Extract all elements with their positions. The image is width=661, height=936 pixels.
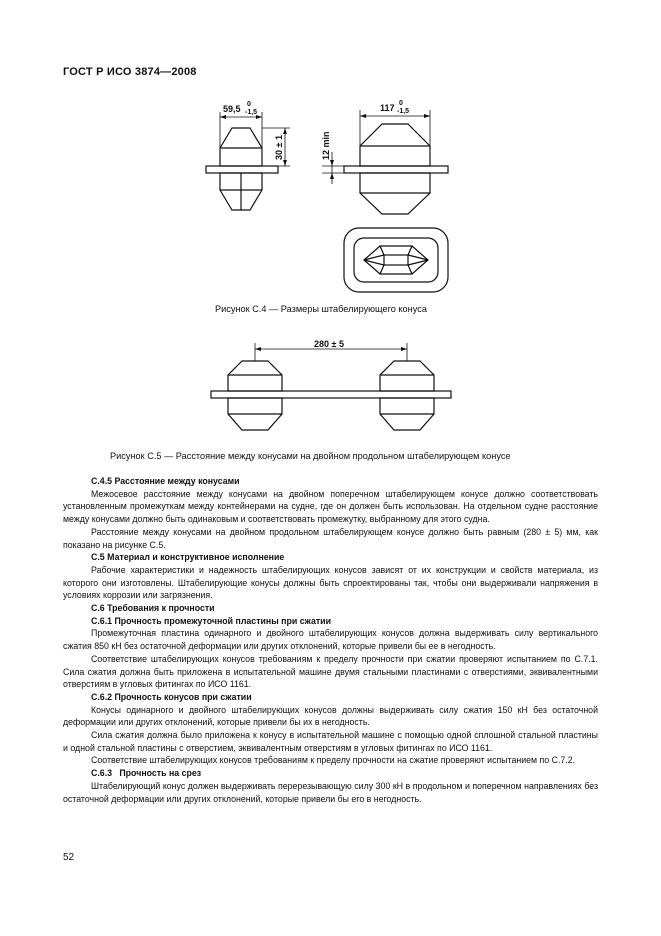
dim-width-left: 59,5 xyxy=(223,104,241,114)
paragraph: Рабочие характеристики и надежность штабелирующих конусов зависят от их конструкции и свойств материала, из которого они изготовлены. Штабелирующие конусы должны быть спроектированы так, чтобы они выдерживали напряжения в условиях коррозии или загрязнения. xyxy=(63,564,598,601)
tol-right-lower: -1,5 xyxy=(397,108,410,115)
page-number: 52 xyxy=(63,852,75,863)
body-text xyxy=(63,475,598,805)
paragraph: Межосевое расстояние между конусами на двойном поперечном штабелирующем конусе должно соответствовать установленным промежуткам между контейнерами на судне, где он должен быть использован. На отдельном судне расстояние между конусами должно быть одинаковым и соответствовать промежутку, выбранному для этого судна. xyxy=(63,488,598,525)
figure-c4-cone-dimensions xyxy=(0,0,661,300)
paragraph: Штабелирующий конус должен выдерживать перерезывающую силу 300 кН в продольном и поперечном направлениях без остаточной деформации или других отклонений, которые привели бы его в негодность. xyxy=(63,780,598,804)
section-heading: С.4.5 Расстояние между конусами xyxy=(91,476,240,486)
section-heading: С.6 Требования к прочности xyxy=(91,603,215,614)
tol-left-upper: 0 xyxy=(247,101,251,108)
cone-plan-slot xyxy=(384,255,408,265)
paragraph: Соответствие штабелирующих конусов требованиям к пределу прочности на сжатие проверяют испытанием по С.7.2. xyxy=(91,755,576,766)
section-heading: С.6.1 Прочность промежуточной пластины при сжатии xyxy=(91,615,331,626)
dim-distance: 280 ± 5 xyxy=(314,339,344,349)
paragraph: Конусы одинарного и двойного штабелирующих конусов должны выдерживать силу сжатия 150 кН без остаточной деформации или других отклонений, которые привели бы их в негодность. xyxy=(63,704,598,728)
dim-height-left: 30 ± 1 xyxy=(274,135,284,160)
document-header: ГОСТ Р ИСО 3874—2008 xyxy=(63,66,197,78)
figure-c4-caption: Рисунок С.4 — Размеры штабелирующего конуса xyxy=(215,304,427,314)
section-heading: С.6.3 Прочность на срез xyxy=(91,768,202,779)
paragraph: Промежуточная пластина одинарного и двойного штабелирующих конусов должна выдерживать силу вертикального сжатия 850 кН без остаточной деформации или других отклонений, которые привели бы ее в негодность. xyxy=(63,628,598,652)
double-cone-plate xyxy=(211,391,451,398)
paragraph: Расстояние между конусами на двойном продольном штабелирующем конусе должно быть равным (280 ± 5) мм, как показано на рисунке С.5. xyxy=(63,526,598,550)
paragraph: Соответствие штабелирующих конусов требованиям к пределу прочности при сжатии проверяют испытанием по С.7.1. Сила сжатия должна быть приложена в испытательной машине двумя стальными пластинами с отверстиями, эквивалентными отверстиям в угловых фитингах по ИСО 1161. xyxy=(63,653,598,690)
left-cone-upper xyxy=(220,128,262,166)
right-cone-upper xyxy=(360,124,430,166)
section-heading: С.5 Материал и конструктивное исполнение xyxy=(91,552,285,563)
right-cone-plate xyxy=(344,166,448,173)
paragraph: Сила сжатия должна было приложена к конусу в испытательной машине с помощью одной сплошной стальной пластины и одной стальной пластины с отверстием, эквивалентным отверстиям в угловых фитингах по ИСО 1161. xyxy=(63,730,598,753)
tol-right-upper: 0 xyxy=(399,100,403,107)
figure-c5-caption: Рисунок С.5 — Расстояние между конусами на двойном продольном штабелирующем конусе xyxy=(110,451,511,461)
section-heading: С.6.2 Прочность конусов при сжатии xyxy=(91,691,252,702)
left-cone-plate xyxy=(206,166,278,173)
tol-left-lower: -1,5 xyxy=(245,109,258,116)
dim-min-right: 12 min xyxy=(321,131,331,160)
dim-width-right: 117 xyxy=(380,103,395,113)
